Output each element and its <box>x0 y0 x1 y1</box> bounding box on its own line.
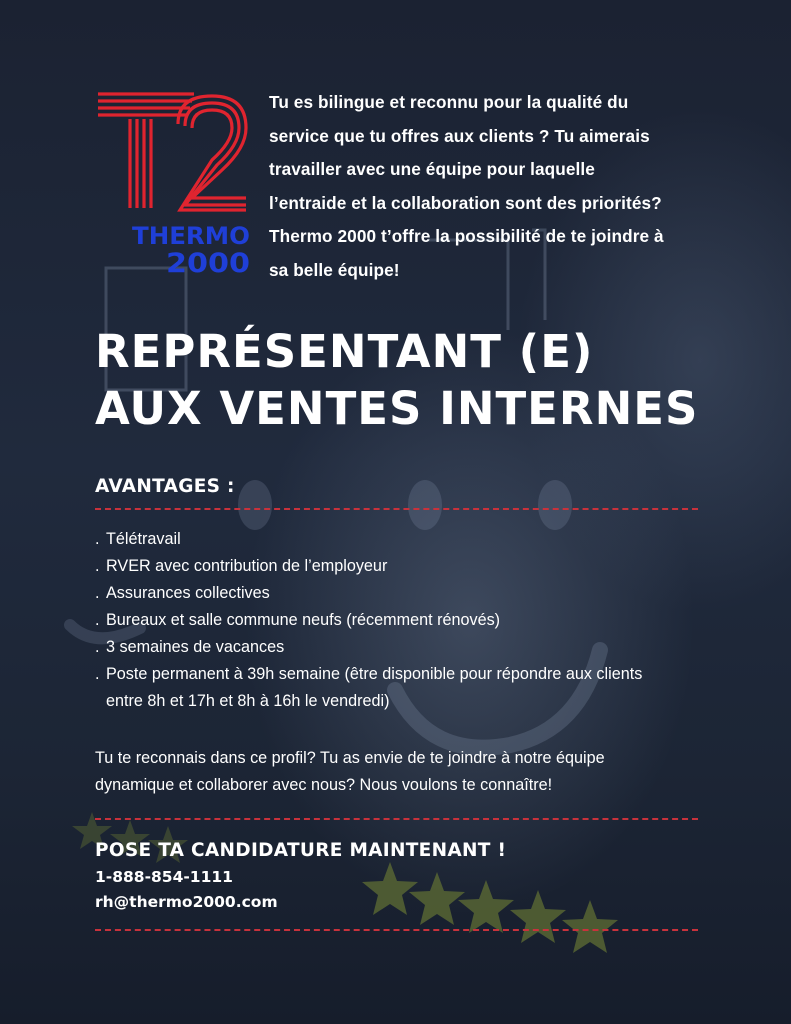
smiley-eye-icon <box>238 480 272 530</box>
benefit-item: . Poste permanent à 39h semaine (être disponible pour répondre aux clients entre 8h et 17h et 8h à 16h le vendredi) <box>95 661 735 715</box>
apply-heading: POSE TA CANDIDATURE MAINTENANT ! <box>95 840 507 861</box>
star-icon <box>458 880 514 933</box>
thermo-2000-logo <box>96 92 250 278</box>
smiley-eye-icon <box>408 480 442 530</box>
benefit-item: . 3 semaines de vacances <box>95 634 735 661</box>
smiley-eye-icon <box>538 480 572 530</box>
star-icon <box>510 890 566 943</box>
benefits-list <box>95 526 735 715</box>
star-icon <box>562 900 618 953</box>
logo-text-thermo: THERMO <box>132 222 250 250</box>
contact-phone[interactable]: 1-888-854-1111 <box>95 868 233 886</box>
contact-email[interactable]: rh@thermo2000.com <box>95 893 278 911</box>
logo-t2-monogram <box>98 94 246 210</box>
job-title: REPRÉSENTANT (E) AUX VENTES INTERNES <box>95 325 699 435</box>
dashed-divider <box>95 929 698 931</box>
star-icon <box>409 872 465 925</box>
benefits-heading: AVANTAGES : <box>95 476 235 497</box>
dashed-divider <box>95 508 698 510</box>
benefit-item: . RVER avec contribution de l’employeur <box>95 553 735 580</box>
intro-paragraph: Tu es bilingue et reconnu pour la qualité du service que tu offres aux clients ? Tu aimerais travailler avec une équipe pour laquelle l’entraide et la collaboration sont des priorités? Thermo 2000 t’offre la possibilité de te joindre à sa belle équipe! <box>269 92 664 280</box>
benefit-item: . Télétravail <box>95 526 735 553</box>
star-icon <box>362 862 418 915</box>
benefit-item: . Assurances collectives <box>95 580 735 607</box>
benefit-item: . Bureaux et salle commune neufs (récemment rénovés) <box>95 607 735 634</box>
logo-text-2000: 2000 <box>166 248 250 278</box>
closing-paragraph: Tu te reconnais dans ce profil? Tu as envie de te joindre à notre équipe dynamique et collaborer avec nous? Nous voulons te connaître! <box>95 749 605 794</box>
dashed-divider <box>95 818 698 820</box>
